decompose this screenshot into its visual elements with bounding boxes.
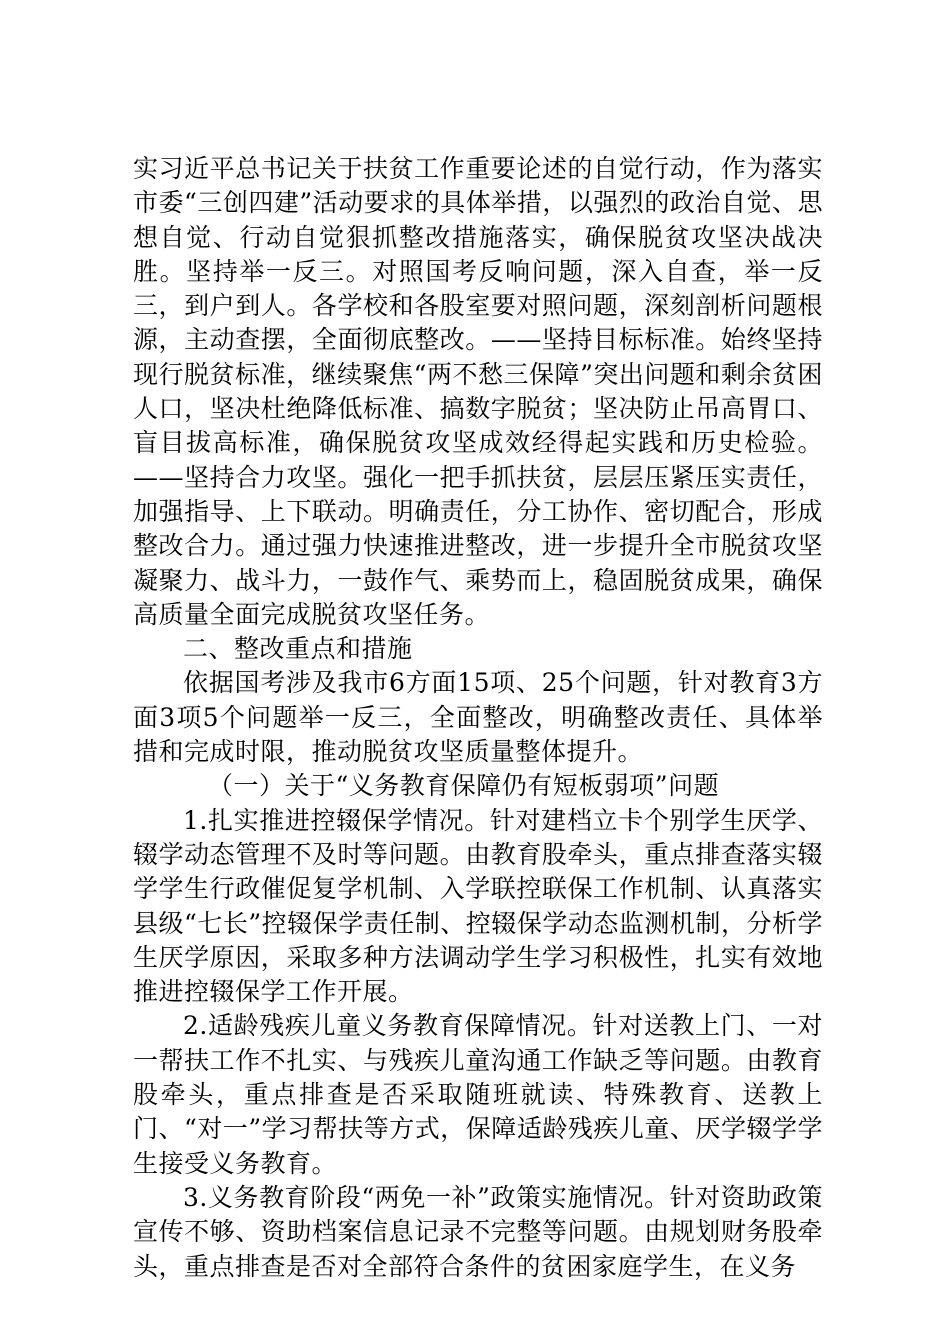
body-paragraph: 2.适龄残疾儿童义务教育保障情况。针对送教上门、一对一帮扶工作不扎实、与残疾儿童沟通工作缺乏等问题。由教育股牵头，重点排查是否采取随班就读、特殊教育、送教上门、“对一”学习帮扶等方式，保障适龄残疾儿童、厌学辍学学生接受义务教育。 bbox=[133, 1011, 823, 1178]
section-heading: 二、整改重点和措施 bbox=[183, 634, 413, 664]
body-paragraph: 实习近平总书记关于扶贫工作重要论述的自觉行动，作为落实市委“三创四建”活动要求的具体举措，以强烈的政治自觉、思想自觉、行动自觉狠抓整改措施落实，确保脱贫攻坚决战决胜。坚持举一反三。对照国考反响问题，深入自查，举一反三，到户到人。各学校和各股室要对照问题，深刻剖析问题根源，主动查摆，全面彻底整改。——坚持目标标准。始终坚持现行脱贫标准，继续聚焦“两不愁三保障”突出问题和剩余贫困人口，坚决杜绝降低标准、搞数字脱贫；坚决防止吊高胃口、盲目拔高标准，确保脱贫攻坚成效经得起实践和历史检验。——坚持合力攻坚。强化一把手抓扶贫，层层压紧压实责任，加强指导、上下联动。明确责任，分工协作、密切配合，形成整改合力。通过强力快速推进整改，进一步提升全市脱贫攻坚凝聚力、战斗力，一鼓作气、乘势而上，稳固脱贫成果，确保高质量全面完成脱贫攻坚任务。 bbox=[133, 154, 823, 629]
subsection-heading: （一）关于“义务教育保障仍有短板弱项”问题 bbox=[208, 771, 720, 801]
body-paragraph: 1.扎实推进控辍保学情况。针对建档立卡个别学生厌学、辍学动态管理不及时等问题。由教育股牵头，重点排查落实辍学学生行政催促复学机制、入学联控联保工作机制、认真落实县级“七长”控辍保学责任制、控辍保学动态监测机制，分析学生厌学原因，采取多种方法调动学生学习积极性，扎实有效地推进控辍保学工作开展。 bbox=[133, 805, 823, 1007]
body-paragraph: 3.义务教育阶段“两免一补”政策实施情况。针对资助政策宣传不够、资助档案信息记录不完整等问题。由规划财务股牵头，重点排查是否对全部符合条件的贫困家庭学生，在义务 bbox=[133, 1182, 823, 1281]
body-paragraph: 依据国考涉及我市6方面15项、25个问题，针对教育3方面3项5个问题举一反三，全面整改，明确整改责任、具体举措和完成时限，推动脱贫攻坚质量整体提升。 bbox=[133, 668, 823, 767]
document-body bbox=[133, 152, 823, 1284]
